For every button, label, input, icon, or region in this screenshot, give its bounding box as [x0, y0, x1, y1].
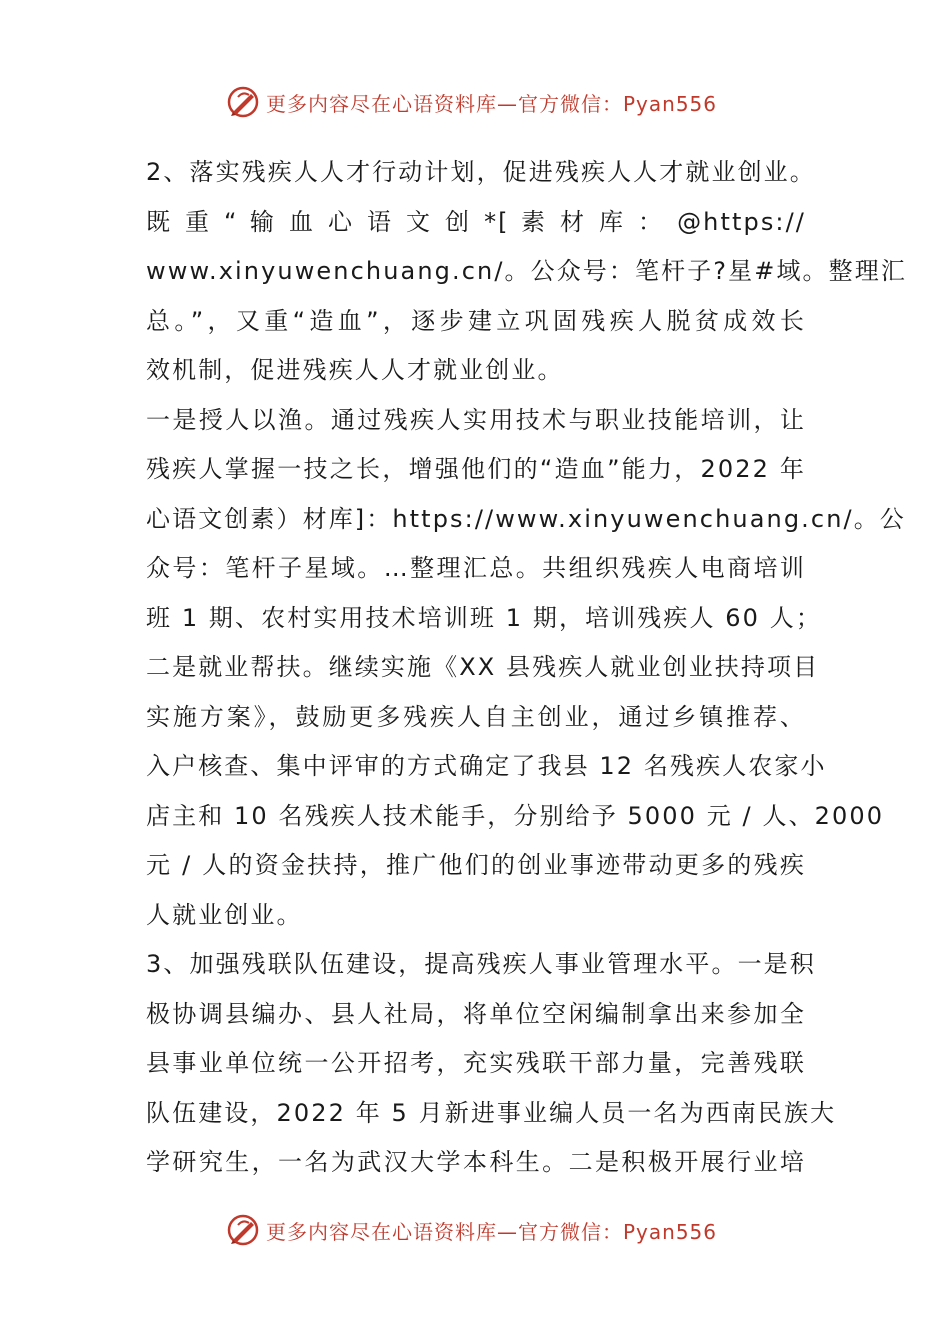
text-line: 心语文创素）材库]：https://www.xinyuwenchuang.cn/。公: [146, 504, 906, 533]
text-line: 人就业创业。: [146, 900, 303, 929]
text-line: 班 1 期、农村实用技术培训班 1 期，培训残疾人 60 人；: [146, 603, 822, 632]
header-watermark-text: 更多内容尽在心语资料库—官方微信：Pyan556: [266, 91, 718, 116]
text-line: 学研究生，一名为武汉大学本科生。二是积极开展行业培: [146, 1148, 806, 1176]
text-line: www.xinyuwenchuang.cn/。公众号：笔杆子?星#域。整理汇: [146, 257, 907, 285]
pen-logo-icon: [226, 1213, 260, 1247]
text-line: 总。”，又重“造血”，逐步建立巩固残疾人脱贫成效长: [146, 306, 806, 335]
text-line: 效机制，促进残疾人人才就业创业。: [146, 356, 564, 384]
text-line: 2、落实残疾人人才行动计划，促进残疾人人才就业创业。: [146, 158, 816, 186]
header-watermark: [226, 82, 746, 122]
text-line: 队伍建设，2022 年 5 月新进事业编人员一名为西南民族大: [146, 1098, 837, 1127]
pen-logo-icon: [226, 85, 260, 119]
text-line: 残疾人掌握一技之长，增强他们的“造血”能力，2022 年: [146, 455, 806, 483]
text-line: 元 / 人的资金扶持，推广他们的创业事迹带动更多的残疾: [146, 851, 806, 879]
footer-watermark-text: 更多内容尽在心语资料库—官方微信：Pyan556: [266, 1219, 718, 1244]
text-line: 县事业单位统一公开招考，充实残联干部力量，完善残联: [146, 1049, 806, 1077]
text-line: 3、加强残联队伍建设，提高残疾人事业管理水平。一是积: [146, 950, 816, 978]
document-body: [146, 148, 907, 1188]
text-line: 入户核查、集中评审的方式确定了我县 12 名残疾人农家小: [146, 752, 827, 780]
footer-watermark: [226, 1210, 746, 1250]
text-line: 既 重 “ 输 血 心 语 文 创 *[ 素 材 库 ： @https://: [146, 207, 806, 236]
text-line: 一是授人以渔。通过残疾人实用技术与职业技能培训，让: [146, 405, 806, 434]
text-line: 极协调县编办、县人社局，将单位空闲编制拿出来参加全: [146, 999, 806, 1028]
text-line: 实施方案》，鼓励更多残疾人自主创业，通过乡镇推荐、: [146, 702, 806, 731]
text-line: 众号：笔杆子星域。…整理汇总。共组织残疾人电商培训: [146, 554, 806, 582]
text-line: 二是就业帮扶。继续实施《XX 县残疾人就业创业扶持项目: [146, 653, 820, 681]
text-line: 店主和 10 名残疾人技术能手，分别给予 5000 元 / 人、2000: [146, 801, 885, 830]
